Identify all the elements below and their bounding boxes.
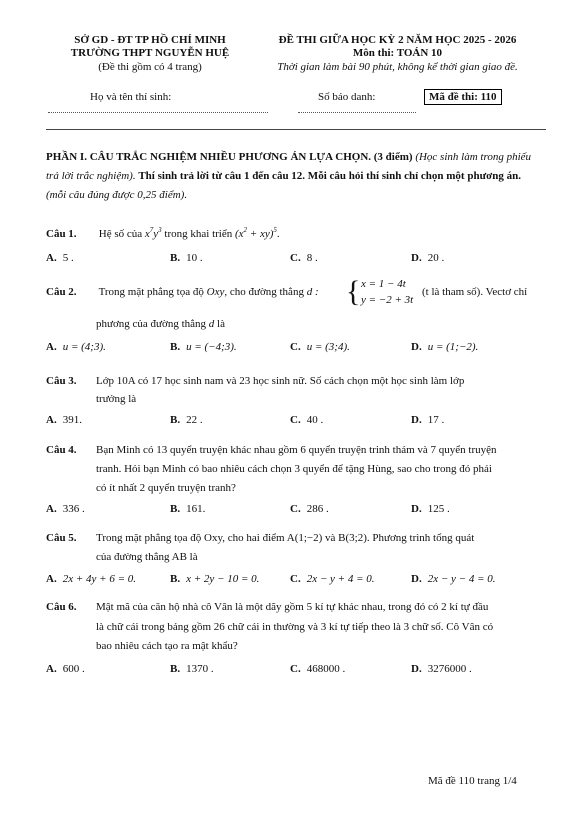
q6-option-a[interactable]: A. 600 . bbox=[46, 663, 85, 675]
q4-option-a[interactable]: A. 336 . bbox=[46, 503, 85, 515]
question-6-line-3: bao nhiêu cách tạo ra mật khẩu? bbox=[96, 640, 238, 652]
question-1: Câu 1. Hệ số của $x^7y^3$ trong khai triển $(x^2 + xy)^5$. bbox=[46, 226, 280, 240]
question-5-line-2: của đường thẳng AB là bbox=[96, 551, 198, 563]
header-divider bbox=[46, 129, 546, 130]
q3-option-a[interactable]: A. 391. bbox=[46, 414, 82, 426]
q5-option-d[interactable]: D. 2x − y − 4 = 0. bbox=[411, 573, 496, 585]
q5-option-a[interactable]: A. 2x + 4y + 6 = 0. bbox=[46, 573, 136, 585]
system-line-2: y = −2 + 3t bbox=[361, 294, 414, 306]
exam-code-box bbox=[424, 89, 502, 105]
dept-name: SỞ GD - ĐT TP HỒ CHÍ MINH bbox=[74, 34, 226, 46]
system-brace: { bbox=[346, 275, 361, 308]
name-fill-line bbox=[48, 112, 268, 113]
school-name: TRƯỜNG THPT NGUYỄN HUỆ bbox=[70, 47, 230, 59]
q6-option-d[interactable]: D. 3276000 . bbox=[411, 663, 472, 675]
time-note: Thời gian làm bài 90 phút, không kể thời gian giao đề. bbox=[277, 61, 518, 73]
section-note2: (mỗi câu đúng được 0,25 điểm). bbox=[46, 189, 188, 201]
code-label: Mã đề thi: bbox=[429, 91, 478, 103]
q6-option-c[interactable]: C. 468000 . bbox=[290, 663, 346, 675]
q3-option-c[interactable]: C. 40 . bbox=[290, 414, 324, 426]
sbd-label: Số báo danh: bbox=[318, 91, 376, 103]
section-heading bbox=[46, 148, 538, 205]
q3-option-d[interactable]: D. 17 . bbox=[411, 414, 445, 426]
question-3: Câu 3. Lớp 10A có 17 học sinh nam và 23 học sinh nữ. Số cách chọn một học sinh làm lớp bbox=[46, 375, 465, 387]
name-label: Họ và tên thí sinh: bbox=[90, 91, 172, 103]
code-value: 110 bbox=[480, 91, 497, 103]
section-instructions: Thí sinh trả lời từ câu 1 đến câu 12. Mỗi câu hỏi thí sinh chỉ chọn một phương án. bbox=[138, 170, 521, 182]
question-2-text-c: (t là tham số). Vectơ chỉ bbox=[422, 286, 528, 298]
q1-option-a[interactable]: A. 5 . bbox=[46, 252, 74, 264]
question-4: Câu 4. Bạn Minh có 13 quyển truyện khác nhau gồm 6 quyển truyện trinh thám và 7 quyển truyện bbox=[46, 444, 497, 456]
question-1-text-a: Hệ số của bbox=[98, 228, 143, 240]
system-line-1: x = 1 − 4t bbox=[361, 278, 406, 290]
question-2: Câu 2. Trong mặt phẳng tọa độ Oxy, cho đường thẳng d : bbox=[46, 286, 319, 298]
pages-note: (Đề thi gồm có 4 trang) bbox=[98, 61, 202, 73]
q1-option-b[interactable]: B. 10 . bbox=[170, 252, 203, 264]
section-title: PHẦN I. CÂU TRẮC NGHIỆM NHIỀU PHƯƠNG ÁN LỰA CHỌN. (3 điểm) bbox=[46, 151, 413, 163]
question-6: Câu 6. Mật mã của căn hộ nhà cô Vân là một dãy gồm 5 kí tự khác nhau, trong đó có 2 kí tự đầu bbox=[46, 601, 489, 613]
question-5: Câu 5. Trong mặt phẳng tọa độ Oxy, cho hai điểm A(1;−2) và B(3;2). Phương trình tổng quát bbox=[46, 532, 475, 544]
q1-option-d[interactable]: D. 20 . bbox=[411, 252, 445, 264]
q1-option-c[interactable]: C. 8 . bbox=[290, 252, 318, 264]
question-1-label: Câu 1. bbox=[46, 228, 77, 240]
q4-option-b[interactable]: B. 161. bbox=[170, 503, 206, 515]
q2-option-c[interactable]: C. u = (3;4). bbox=[290, 341, 350, 353]
question-4-line-3: có ít nhất 2 quyển truyện tranh? bbox=[96, 482, 236, 494]
q5-option-c[interactable]: C. 2x − y + 4 = 0. bbox=[290, 573, 375, 585]
q6-option-b[interactable]: B. 1370 . bbox=[170, 663, 214, 675]
section-note1: (Học sinh làm trong phiếu trả lời trắc nghiệm). bbox=[46, 151, 532, 182]
q4-option-c[interactable]: C. 286 . bbox=[290, 503, 329, 515]
question-1-text-b: trong khai triển bbox=[164, 228, 233, 240]
exam-title: ĐỀ THI GIỮA HỌC KỲ 2 NĂM HỌC 2025 - 2026 bbox=[278, 34, 517, 46]
q5-option-b[interactable]: B. x + 2y − 10 = 0. bbox=[170, 573, 260, 585]
q2-option-a[interactable]: A. u = (4;3). bbox=[46, 341, 106, 353]
q2-option-d[interactable]: D. u = (1;−2). bbox=[411, 341, 479, 353]
question-4-line-2: tranh. Hỏi bạn Minh có bao nhiêu cách chọn 3 quyển để tặng Hùng, sao cho trong đó phải bbox=[96, 463, 492, 475]
q3-option-b[interactable]: B. 22 . bbox=[170, 414, 203, 426]
page-footer: Mã đề 110 trang 1/4 bbox=[428, 775, 517, 787]
question-3-line-2: trưởng là bbox=[96, 393, 137, 405]
question-2-line-2: phương của đường thẳng d là bbox=[96, 318, 225, 330]
subject: Môn thi: TOÁN 10 bbox=[352, 47, 443, 59]
sbd-fill-line bbox=[298, 112, 416, 113]
question-6-line-2: là chữ cái trong bảng gồm 26 chữ cái in thường và 3 kí tự tiếp theo là 3 chữ số. Cô Vân có bbox=[96, 621, 494, 633]
q4-option-d[interactable]: D. 125 . bbox=[411, 503, 450, 515]
question-2-label: Câu 2. bbox=[46, 286, 77, 298]
q2-option-b[interactable]: B. u = (−4;3). bbox=[170, 341, 237, 353]
